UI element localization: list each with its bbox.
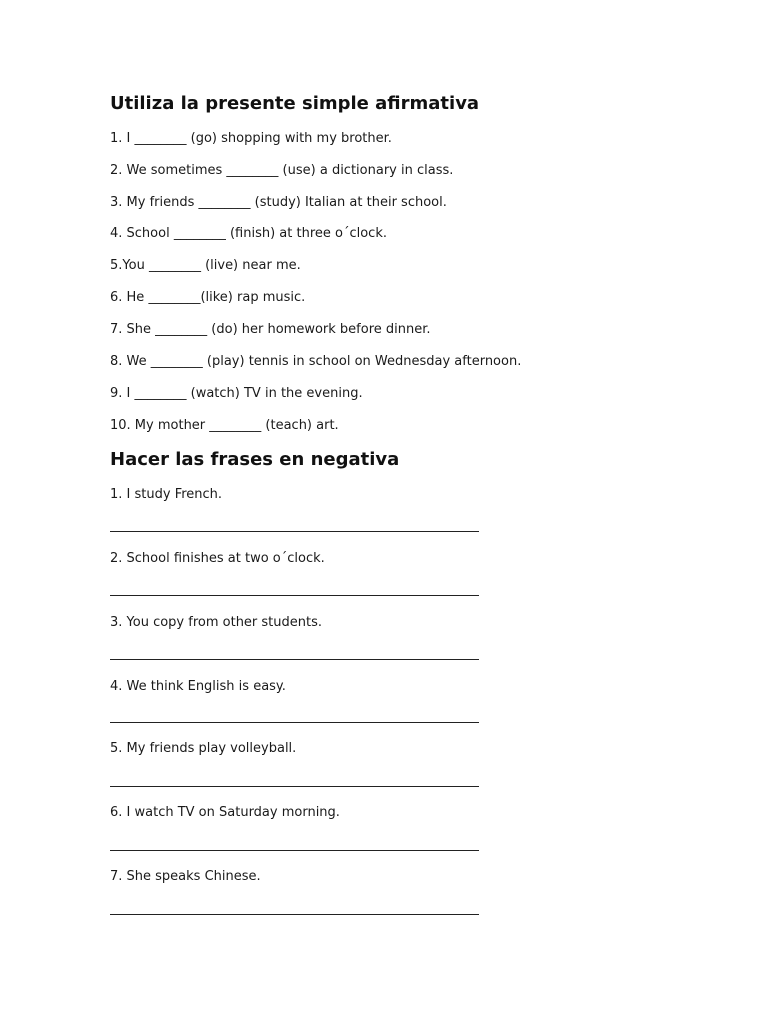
answer-line-1 (110, 531, 479, 532)
section-title-negative: Hacer las frases en negativa (110, 449, 400, 470)
exercise-item-4: 4. School ________ (finish) at three o´clock. (110, 226, 387, 241)
answer-line-6 (110, 850, 479, 851)
negative-item-3: 3. You copy from other students. (110, 615, 323, 630)
exercise-item-9: 9. I ________ (watch) TV in the evening. (110, 386, 363, 401)
negative-item-1: 1. I study French. (110, 487, 223, 502)
exercise-item-8: 8. We ________ (play) tennis in school on Wednesday afternoon. (110, 354, 522, 369)
negative-item-2: 2. School finishes at two o´clock. (110, 551, 325, 566)
exercise-item-10: 10. My mother ________ (teach) art. (110, 418, 339, 433)
answer-line-5 (110, 786, 479, 787)
exercise-item-1: 1. I ________ (go) shopping with my brother. (110, 131, 392, 146)
negative-item-6: 6. I watch TV on Saturday morning. (110, 805, 340, 820)
negative-item-5: 5. My friends play volleyball. (110, 741, 297, 756)
negative-item-7: 7. She speaks Chinese. (110, 869, 261, 884)
answer-line-7 (110, 914, 479, 915)
answer-line-4 (110, 722, 479, 723)
exercise-item-5: 5.You ________ (live) near me. (110, 258, 301, 273)
negative-item-4: 4. We think English is easy. (110, 679, 286, 694)
answer-line-3 (110, 659, 479, 660)
section-title-affirmative: Utiliza la presente simple afirmativa (110, 93, 480, 114)
answer-line-2 (110, 595, 479, 596)
exercise-item-2: 2. We sometimes ________ (use) a dictionary in class. (110, 163, 454, 178)
exercise-item-6: 6. He ________(like) rap music. (110, 290, 306, 305)
exercise-item-3: 3. My friends ________ (study) Italian at their school. (110, 195, 447, 210)
exercise-item-7: 7. She ________ (do) her homework before dinner. (110, 322, 431, 337)
